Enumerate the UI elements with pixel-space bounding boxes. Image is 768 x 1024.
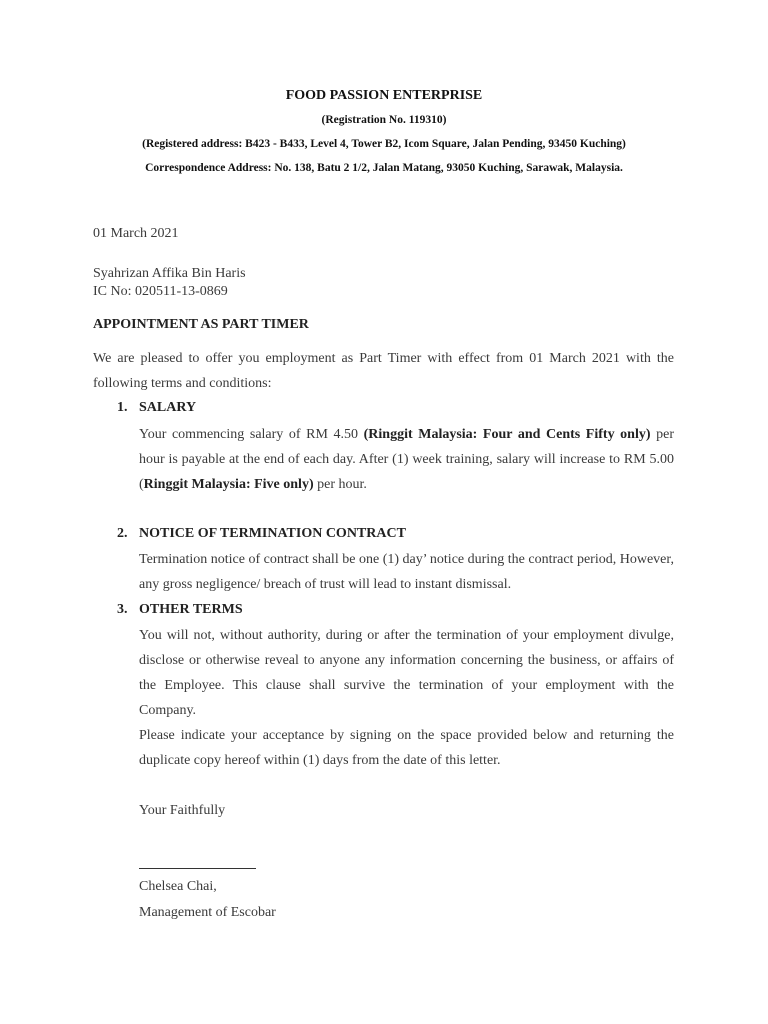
letter-subject: APPOINTMENT AS PART TIMER bbox=[93, 317, 309, 332]
salary-text-1: Your commencing salary of RM 4.50 bbox=[139, 427, 364, 442]
section-2-number: 2. bbox=[117, 526, 128, 541]
salary-text-3: per hour. bbox=[313, 477, 367, 492]
company-name: FOOD PASSION ENTERPRISE bbox=[285, 88, 483, 103]
section-3-body: You will not, without authority, during or after the termination of your employment divulge, disclose or otherwise reveal to anyone any information concerning the business, or affairs of the Employee. This clause shall survive the termination of your employment with the Company. bbox=[139, 628, 674, 718]
section-3-title: OTHER TERMS bbox=[139, 602, 243, 617]
intro-paragraph: We are pleased to offer you employment as Part Timer with effect from 01 March 2021 with the following terms and conditions: bbox=[93, 351, 674, 391]
section-2-title: NOTICE OF TERMINATION CONTRACT bbox=[139, 526, 406, 541]
closing: Your Faithfully bbox=[139, 803, 226, 818]
section-1-body bbox=[139, 422, 674, 497]
section-1-title: SALARY bbox=[139, 400, 197, 415]
section-3-acceptance: Please indicate your acceptance by signing on the space provided below and returning the duplicate copy hereof within (1) days from the date of this letter. bbox=[139, 728, 674, 768]
letter-date: 01 March 2021 bbox=[93, 226, 179, 241]
section-3-number: 3. bbox=[117, 602, 128, 617]
correspondence-address: Correspondence Address: No. 138, Batu 2 1/2, Jalan Matang, 93050 Kuching, Sarawak, Malaysia. bbox=[145, 162, 623, 174]
signature-line bbox=[139, 868, 256, 869]
salary-bold-1: (Ringgit Malaysia: Four and Cents Fifty only) bbox=[363, 427, 651, 442]
registration-number: (Registration No. 119310) bbox=[321, 114, 447, 126]
salary-text-2: per hour is payable at the end of each day. After (1) week training, salary will increase to RM 5.00 ( bbox=[139, 427, 674, 492]
recipient-name: Syahrizan Affika Bin Haris bbox=[93, 266, 246, 281]
salary-bold-2: Ringgit Malaysia: Five only) bbox=[143, 477, 314, 492]
recipient-ic: IC No: 020511-13-0869 bbox=[93, 284, 228, 299]
registered-address: (Registered address: B423 - B433, Level 4, Tower B2, Icom Square, Jalan Pending, 93450 Kuching) bbox=[142, 138, 626, 150]
section-2-body: Termination notice of contract shall be one (1) day’ notice during the contract period, However, any gross negligence/ breach of trust will lead to instant dismissal. bbox=[139, 552, 674, 592]
signatory-title: Management of Escobar bbox=[139, 905, 276, 920]
section-1-number: 1. bbox=[117, 400, 128, 415]
signatory-name: Chelsea Chai, bbox=[139, 879, 217, 894]
